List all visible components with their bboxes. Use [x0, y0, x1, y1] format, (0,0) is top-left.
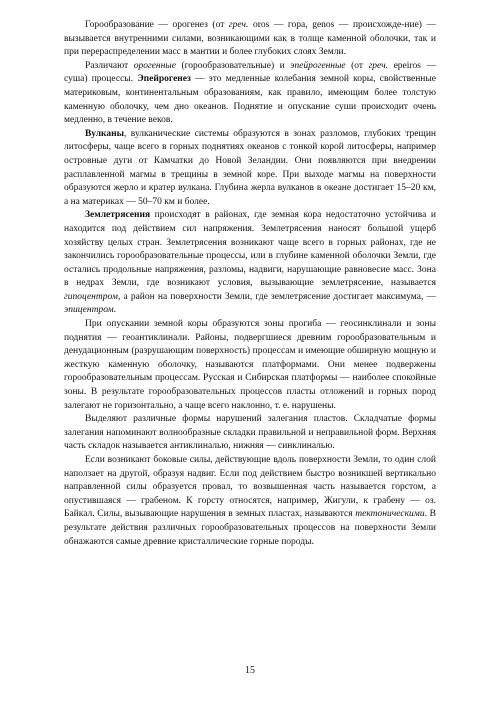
text-run: epeiros — суша) процессы. [64, 60, 436, 85]
paragraph [64, 60, 436, 128]
text-run: (горообразовательные) и [175, 60, 291, 71]
bold-term: Эпейрогенез [137, 74, 191, 85]
text-run: При опускании земной коры образуются зоны прогиба — геосинклинали и зоны поднятия — геоантиклинали. Районы, подвергшиеся древним горообразовательным и денудационным (разрушающим поверхность) процессам и имеющие обширную мощную и жесткую каменную оболочку, называются платформами. Они менее подвержены горообразовательным процессам. Русская и Сибирская платформы — наиболее спокойные зоны. В результате горообразовательных процессов пласты отложений и горных пород залегают не горизонтально, а чаще всего наклонно, т. е. нарушены. [64, 319, 436, 411]
paragraph [64, 209, 436, 318]
page-number: 15 [245, 665, 255, 676]
text-run: (от [345, 60, 369, 71]
paragraph [64, 318, 436, 413]
bold-term: Вулканы [85, 128, 125, 139]
italic-term: греч. [228, 20, 249, 30]
text-run: . В результате действия различных горообразовательных процессов на поверхности Земли обнажаются самые древние кристаллические горные породы. [64, 509, 436, 547]
text-run: происходят в районах, где земная кора недостаточно устойчива и находится под действием сил напряжения. Землетрясения наносят большой ущерб хозяйству целых стран. Землетрясения возникают чаще всего в горных районах, где не закончились горообразовательные процессы, или в глубине каменной оболочки Земли, где остались продольные напряжения, разломы, надвиги, нарушающие равновесие масс. Зона в недрах Земли, где возникают условия, вызывающие землетрясение, называется [64, 210, 436, 289]
italic-term: греч. [368, 60, 389, 71]
paragraph [64, 454, 436, 549]
text-run: Если возникают боковые силы, действующие вдоль поверхности Земли, то один слой наползает на другой, образуя надвиг. Если под действием быстро возникшей вертикально направленной силы образуется провал, то возвышенная часть называется горстом, а опустившаяся — грабеном. К горсту относятся, например, Жигули, к грабену — оз. Байкал. Силы, вызывающие нарушения в земных пластах, называются [64, 455, 436, 520]
italic-term: эпейрогенные [290, 60, 346, 71]
italic-term: эпицентром [64, 305, 114, 316]
text-run: Выделяют различные формы нарушений залегания пластов. Складчатые формы залегания напоминают волнообразные складки правильной и неправильной форм. Верхняя часть складок называется антиклиналью, нижняя — синклиналью. [64, 414, 436, 452]
italic-term: гипоцентром [64, 291, 118, 302]
paragraph [64, 128, 436, 210]
text-run: Различают [85, 60, 134, 71]
text-run: , вулканические системы образуются в зонах разломов, глубоких трещин литосферы, чаще всего в горных поднятиях океанов с тонкой корой литосферы, например островные дуги от Камчатки до Новой Зеландии. Они появляются при внедрении расплавленной магмы в трещины в земной коре. При выходе магмы на поверхности образуются жерло и кратер вулкана. Глубина жерла вулканов в океане достигает 15–20 км, а на материках — 50–70 км и более. [64, 128, 436, 207]
bold-term: Землетрясения [85, 210, 151, 221]
text-run: oros — гора, genos — происхожде-ние) — вызывается внутренними силами, возникающими как в толще каменной оболочки, так и при перераспределении масс в мантии и более глубоких слоях Земли. [64, 20, 437, 58]
paragraph [64, 413, 436, 454]
text-run: — это медленные колебания земной коры, свойственные материковым, континентальным образованиям, как правило, имеющим более толстую каменную оболочку, чем дно океанов. Поднятие и опускание суши происходит очень медленно, в течение веков. [64, 74, 436, 126]
text-run: . [113, 305, 117, 316]
italic-term: тектоническими [355, 509, 425, 520]
paragraph [64, 19, 436, 60]
text-run: Горообразование — орогенез (от [85, 20, 229, 30]
italic-term: орогенные [133, 60, 176, 71]
body-text [64, 19, 436, 549]
text-run: , а район на поверхности Земли, где землетрясение достигает максимума, — [117, 291, 436, 302]
